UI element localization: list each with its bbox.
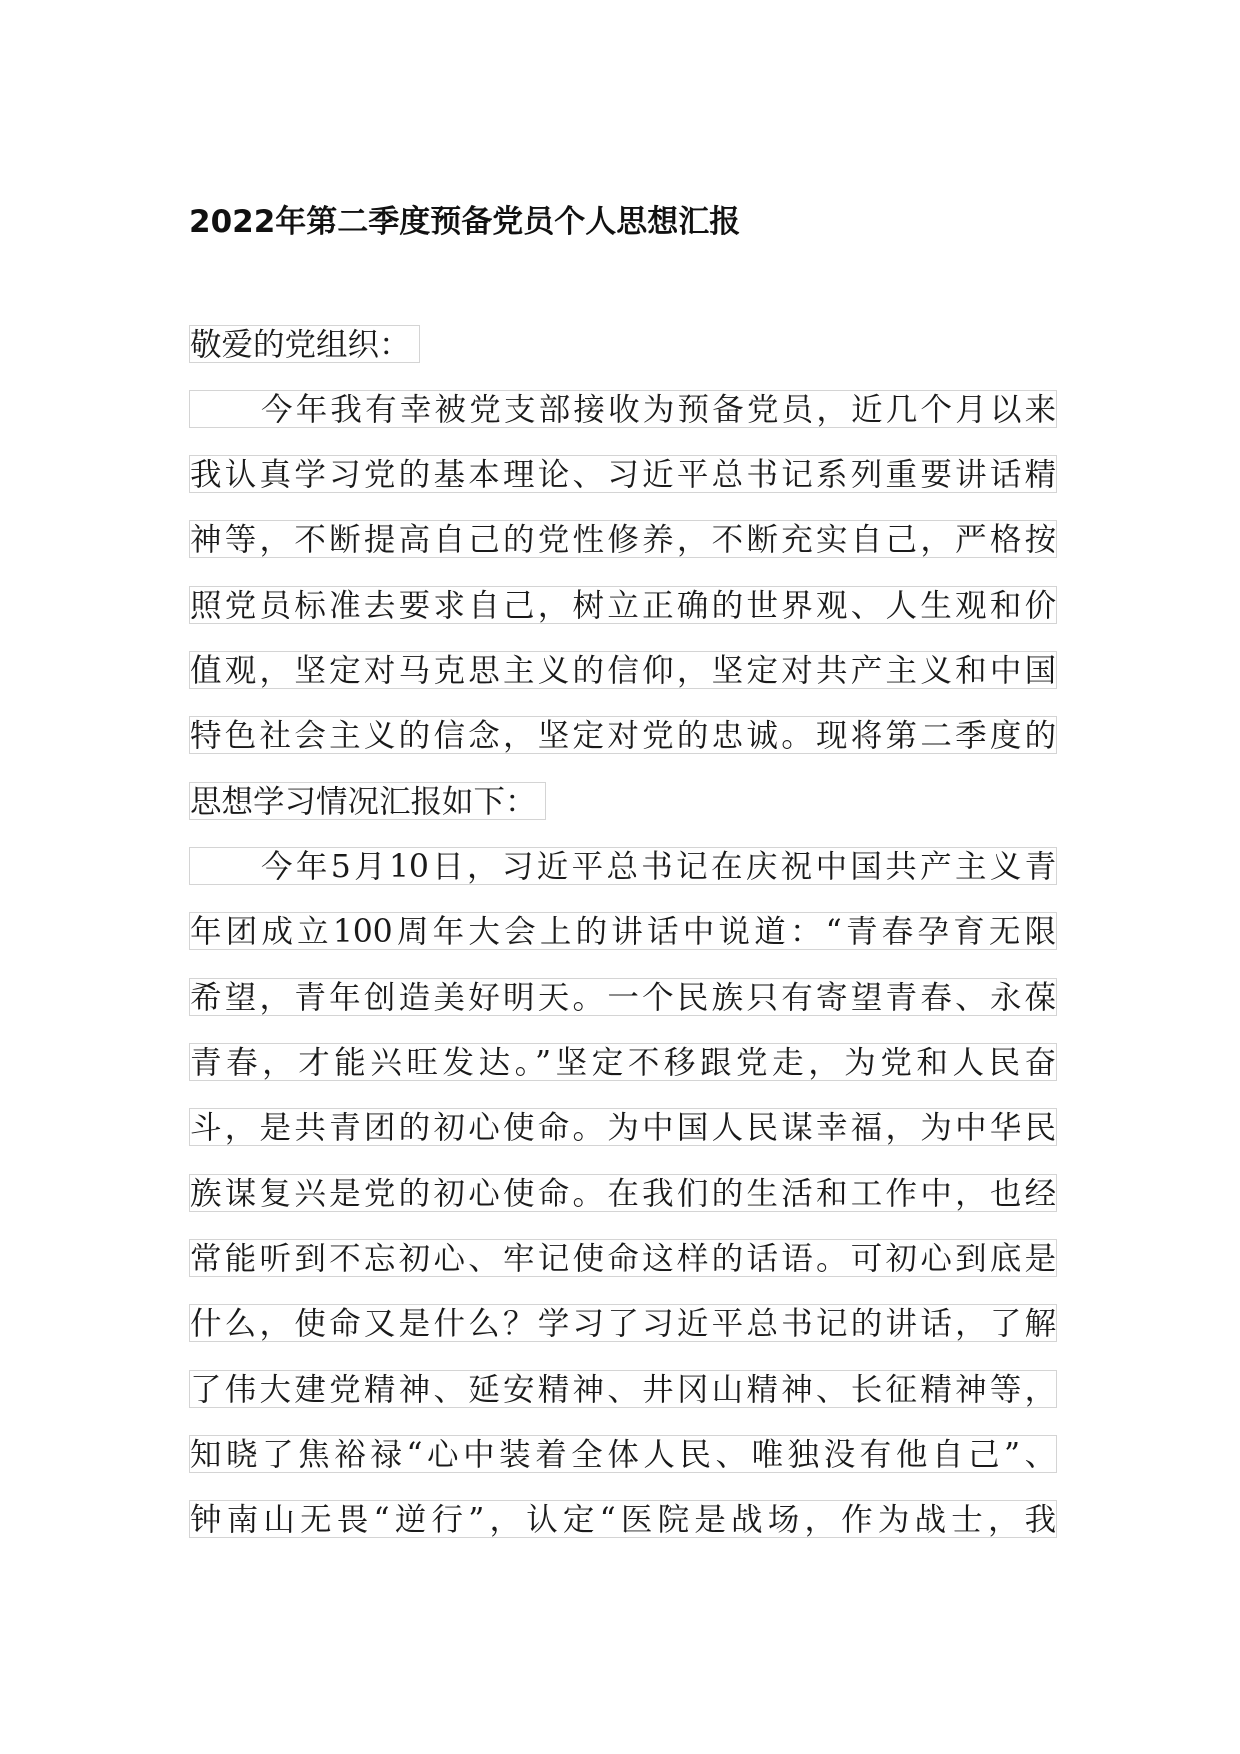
body-line: 青春，才能兴旺发达。”坚定不移跟党走，为党和人民奋 — [190, 1045, 1056, 1081]
body-line: 思想学习情况汇报如下： — [189, 782, 546, 820]
body-line: 希望，青年创造美好明天。一个民族只有寄望青春、永葆 — [190, 980, 1056, 1016]
body-line: 什么，使命又是什么？学习了习近平总书记的讲话，了解 — [190, 1306, 1056, 1342]
body-line: 照党员标准去要求自己，树立正确的世界观、人生观和价 — [190, 588, 1056, 624]
body-line: 斗，是共青团的初心使命。为中国人民谋幸福，为中华民 — [190, 1110, 1056, 1146]
body-line: 神等，不断提高自己的党性修养，不断充实自己，严格按 — [190, 522, 1056, 558]
salutation-line: 敬爱的党组织： — [189, 325, 420, 363]
body-line: 年团成立100周年大会上的讲话中说道：“青春孕育无限 — [190, 914, 1056, 950]
body-line: 钟南山无畏“逆行”，认定“医院是战场，作为战士，我 — [190, 1502, 1056, 1538]
body-line: 了伟大建党精神、延安精神、井冈山精神、长征精神等， — [190, 1372, 1056, 1408]
body-line: 今年我有幸被党支部接收为预备党员，近几个月以来 — [189, 390, 1057, 428]
body-line: 值观，坚定对马克思主义的信仰，坚定对共产主义和中国 — [190, 653, 1056, 689]
body-line: 族谋复兴是党的初心使命。在我们的生活和工作中，也经 — [190, 1176, 1056, 1212]
document-title: 2022年第二季度预备党员个人思想汇报 — [189, 204, 741, 240]
body-line: 常能听到不忘初心、牢记使命这样的话语。可初心到底是 — [190, 1241, 1056, 1277]
body-line: 今年5月10日，习近平总书记在庆祝中国共产主义青 — [189, 847, 1057, 885]
body-line: 我认真学习党的基本理论、习近平总书记系列重要讲话精 — [190, 457, 1056, 493]
body-line: 特色社会主义的信念，坚定对党的忠诚。现将第二季度的 — [190, 718, 1056, 754]
body-line: 知晓了焦裕禄“心中装着全体人民、唯独没有他自己”、 — [190, 1437, 1056, 1473]
